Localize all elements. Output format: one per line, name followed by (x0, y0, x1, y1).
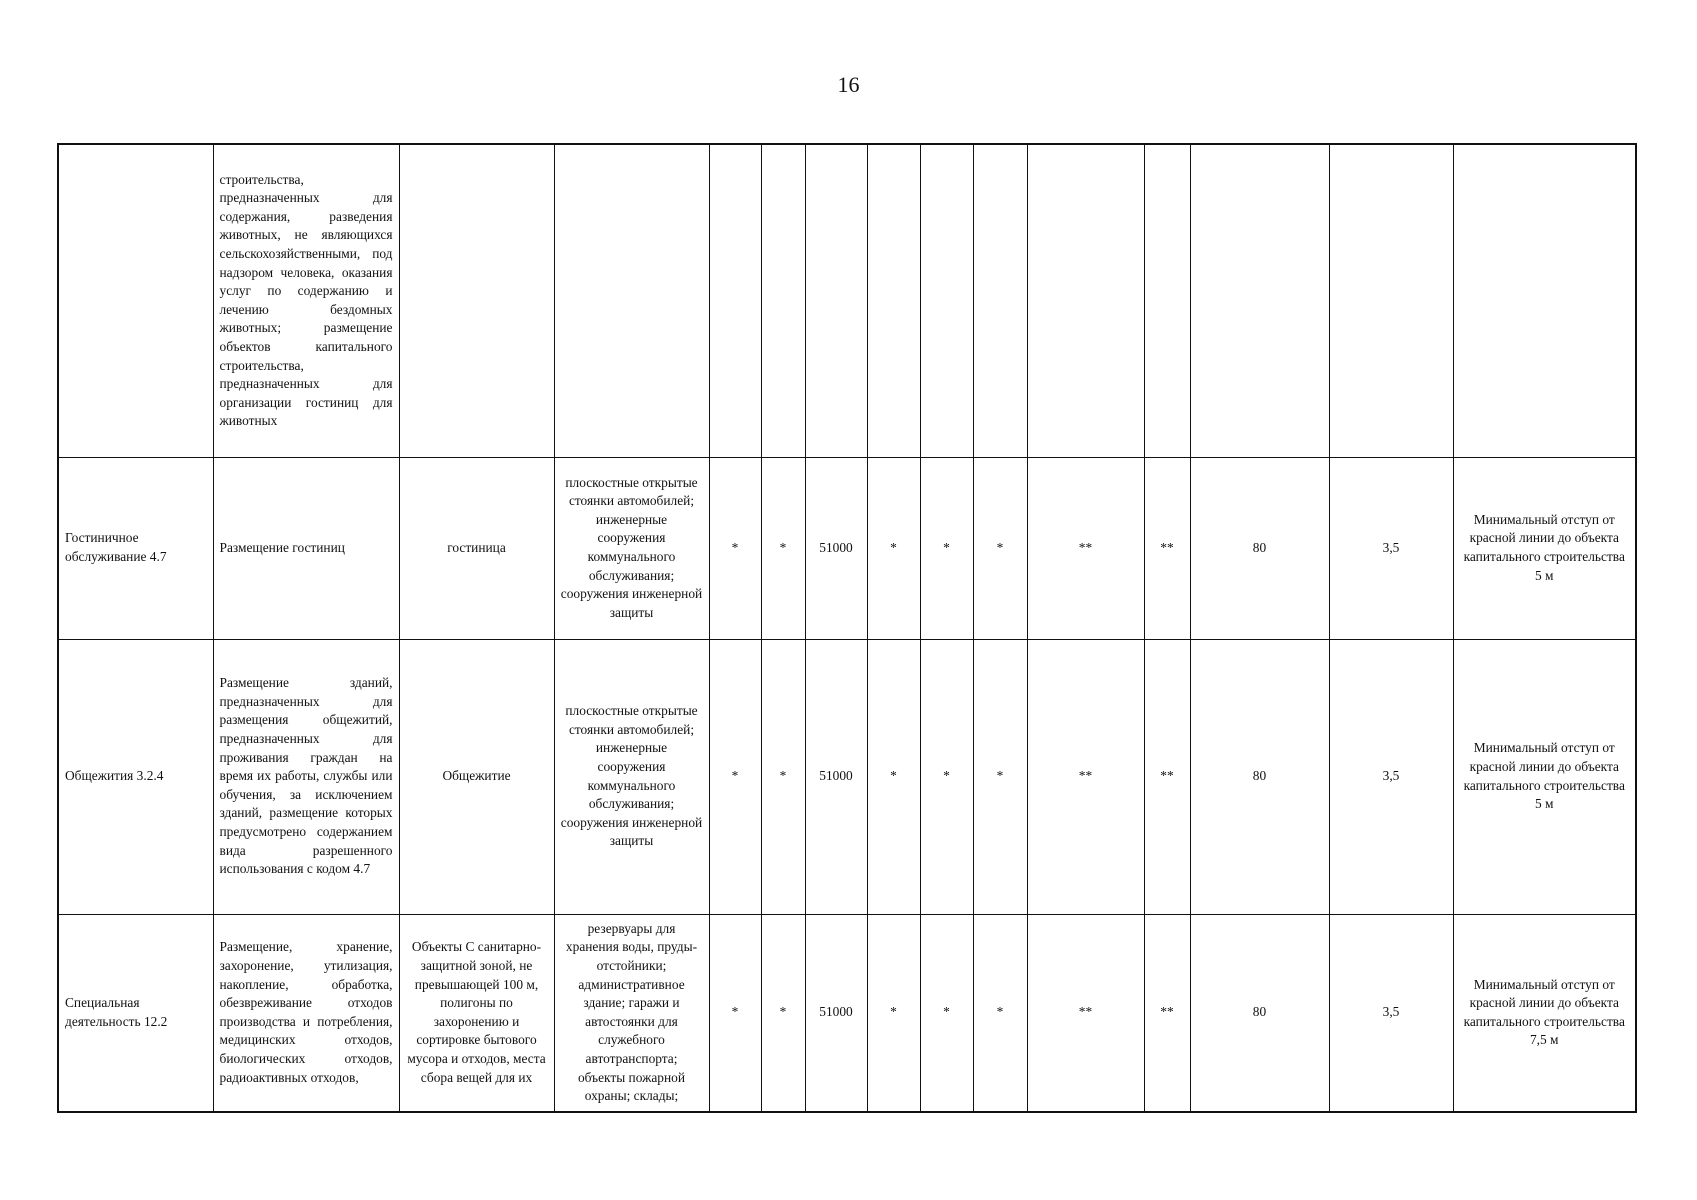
use-type-cell: Общежития 3.2.4 (58, 639, 213, 914)
value-cell (709, 144, 761, 457)
value-cell (867, 144, 920, 457)
description-cell: Размещение зданий, предназначенных для размещения общежитий, предназначенных для проживания граждан на время их работы, службы или обучения, за исключением зданий, размещение которых предусмотрено содержанием вида разрешенного использования с кодом 4.7 (213, 639, 399, 914)
value-cell: ** (1144, 914, 1190, 1112)
object-cell: Объекты С санитарно-защитной зоной, не превышающей 100 м, полигоны по захоронению и сортировке бытового мусора и отходов, места сбора вещей для их (399, 914, 554, 1112)
value-cell: * (867, 914, 920, 1112)
use-type-cell: Гостиничное обслуживание 4.7 (58, 457, 213, 639)
value-cell (1190, 144, 1329, 457)
value-cell: * (761, 639, 805, 914)
page-number: 16 (837, 72, 860, 97)
value-cell: ** (1144, 639, 1190, 914)
object-cell: Общежитие (399, 639, 554, 914)
value-cell: 51000 (805, 457, 867, 639)
value-cell: * (920, 639, 973, 914)
description-cell: Размещение гостиниц (213, 457, 399, 639)
value-cell: ** (1027, 457, 1144, 639)
value-cell: * (973, 914, 1027, 1112)
note-cell: Минимальный отступ от красной линии до объекта капитального строительства 5 м (1453, 639, 1636, 914)
value-cell: 51000 (805, 914, 867, 1112)
auxiliary-use-cell: плоскостные открытые стоянки автомобилей; инженерные сооружения коммунального обслуживания; сооружения инженерной защиты (554, 457, 709, 639)
object-cell: гостиница (399, 457, 554, 639)
value-cell: ** (1027, 639, 1144, 914)
auxiliary-use-cell: плоскостные открытые стоянки автомобилей; инженерные сооружения коммунального обслуживания; сооружения инженерной защиты (554, 639, 709, 914)
value-cell: * (920, 914, 973, 1112)
use-type-cell: Специальная деятельность 12.2 (58, 914, 213, 1112)
value-cell (973, 144, 1027, 457)
value-cell: ** (1144, 457, 1190, 639)
value-cell (805, 144, 867, 457)
use-type-cell (58, 144, 213, 457)
auxiliary-use-cell: резервуары для хранения воды, пруды-отстойники; административное здание; гаражи и автостоянки для служебного автотранспорта; объекты пожарной охраны; склады; (554, 914, 709, 1112)
value-cell: 80 (1190, 914, 1329, 1112)
value-cell: * (709, 457, 761, 639)
table-row (58, 144, 1636, 457)
description-cell: Размещение, хранение, захоронение, утилизация, накопление, обработка, обезвреживание отходов производства и потребления, медицинских отходов, биологических отходов, радиоактивных отходов, (213, 914, 399, 1112)
object-cell (399, 144, 554, 457)
value-cell: * (973, 639, 1027, 914)
value-cell: * (867, 457, 920, 639)
value-cell: ** (1027, 914, 1144, 1112)
value-cell: * (973, 457, 1027, 639)
value-cell: * (920, 457, 973, 639)
value-cell: 51000 (805, 639, 867, 914)
table-row (58, 457, 1636, 639)
zoning-regulations-table (57, 143, 1637, 1113)
value-cell (1329, 144, 1453, 457)
value-cell: 3,5 (1329, 914, 1453, 1112)
description-cell: строительства, предназначенных для содержания, разведения животных, не являющихся сельскохозяйственными, под надзором человека, оказания услуг по содержанию и лечению бездомных животных; размещение объектов капитального строительства, предназначенных для организации гостиниц для животных (213, 144, 399, 457)
value-cell (1027, 144, 1144, 457)
value-cell (1144, 144, 1190, 457)
note-cell: Минимальный отступ от красной линии до объекта капитального строительства 5 м (1453, 457, 1636, 639)
note-cell: Минимальный отступ от красной линии до объекта капитального строительства 7,5 м (1453, 914, 1636, 1112)
value-cell: * (709, 639, 761, 914)
value-cell: 3,5 (1329, 457, 1453, 639)
table-row (58, 914, 1636, 1112)
value-cell (920, 144, 973, 457)
note-cell (1453, 144, 1636, 457)
value-cell: * (709, 914, 761, 1112)
value-cell: 80 (1190, 639, 1329, 914)
value-cell: * (761, 457, 805, 639)
auxiliary-use-cell (554, 144, 709, 457)
value-cell: * (761, 914, 805, 1112)
value-cell: * (867, 639, 920, 914)
table-row (58, 639, 1636, 914)
value-cell: 3,5 (1329, 639, 1453, 914)
value-cell (761, 144, 805, 457)
value-cell: 80 (1190, 457, 1329, 639)
